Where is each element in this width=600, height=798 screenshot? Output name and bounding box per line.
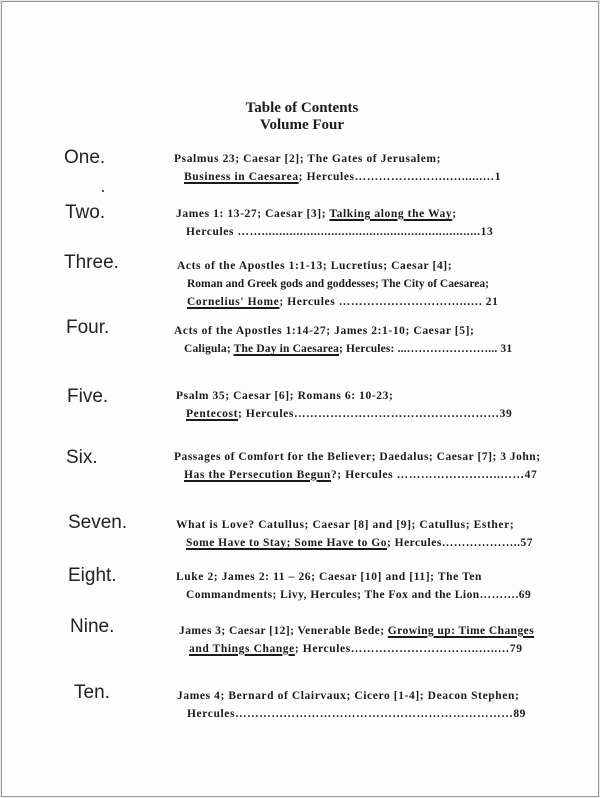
entry-text: ; Hercules …………………………..…. 21 <box>279 296 499 308</box>
toc-entry <box>177 257 498 311</box>
entry-text: ?; Hercules ……………………..……47 <box>330 469 538 481</box>
toc-entry-line <box>174 466 541 484</box>
toc-entry <box>174 150 501 186</box>
entry-text: What is Love? Catullus; Caesar [8] and [9]; Catullus; Esther; <box>176 519 515 531</box>
unit-label: Two. <box>65 202 106 223</box>
story-title: and Things Change <box>189 643 295 655</box>
entry-text: Hercules ……...............................................................13 <box>186 226 494 238</box>
toc-title: Table of Contents <box>245 100 359 116</box>
toc-entry-line <box>174 322 512 340</box>
story-title: Growing up: Time Changes <box>387 625 535 637</box>
document-page <box>1 1 599 797</box>
toc-entry-line <box>176 534 533 552</box>
unit-label: Seven. <box>68 512 128 533</box>
entry-text: Acts of the Apostles 1:14-27; James 2:1-10; Caesar [5]; <box>174 325 475 337</box>
entry-text: Roman and Greek gods and goddesses; The City of Caesarea; <box>187 278 489 290</box>
toc-entry <box>176 205 493 241</box>
toc-entry-line <box>177 293 498 311</box>
story-title: Pentecost <box>186 408 239 420</box>
scan-speck <box>102 190 104 192</box>
toc-entry-line <box>174 448 541 466</box>
toc-entry-line <box>177 687 526 705</box>
entry-text: ; Hercules………………..57 <box>386 537 533 549</box>
toc-entry <box>176 568 531 604</box>
unit-label: Three. <box>64 252 119 273</box>
toc-heading <box>2 100 600 134</box>
toc-entry <box>174 448 541 484</box>
toc-entry-line <box>176 223 493 241</box>
toc-entry-line <box>176 405 512 423</box>
story-title: Talking along the Way <box>329 208 453 220</box>
entry-text: Commandments; Livy, Hercules; The Fox and the Lion……….69 <box>186 589 532 601</box>
toc-entry <box>177 687 526 723</box>
story-title: The Day in Caesarea <box>233 343 340 355</box>
unit-label: Five. <box>67 386 109 407</box>
entry-text: Passages of Comfort for the Believer; Daedalus; Caesar [7]; 3 John; <box>174 451 541 463</box>
toc-entry-line <box>176 586 531 604</box>
unit-label: Ten. <box>74 682 110 703</box>
toc-entry-line <box>179 622 534 640</box>
toc-entry <box>176 387 512 423</box>
toc-entry-line <box>177 257 498 275</box>
toc-entry <box>176 516 533 552</box>
toc-entry-line <box>174 168 501 186</box>
unit-label: Four. <box>66 317 110 338</box>
toc-entry-line <box>176 568 531 586</box>
unit-label: Eight. <box>68 565 117 586</box>
entry-text: Luke 2; James 2: 11 – 26; Caesar [10] and [11]; The Ten <box>176 571 483 583</box>
entry-text: James 1: 13-27; Caesar [3]; <box>176 208 330 220</box>
entry-text: James 3; Caesar [12]; Venerable Bede; <box>179 625 388 637</box>
entry-text: Psalmus 23; Caesar [2]; The Gates of Jerusalem; <box>174 153 442 165</box>
entry-text: Psalm 35; Caesar [6]; Romans 6: 10-23; <box>176 390 394 402</box>
toc-entry <box>174 322 512 358</box>
toc-entry-line <box>177 275 498 293</box>
toc-entry-line <box>174 150 501 168</box>
toc-entry <box>179 622 534 658</box>
unit-label: Nine. <box>70 616 115 637</box>
toc-entry-line <box>176 205 493 223</box>
toc-entry-line <box>176 387 512 405</box>
entry-text: ; Hercules……………………………………………39 <box>238 408 513 420</box>
toc-entry-line <box>179 640 534 658</box>
toc-entry-line <box>177 705 526 723</box>
unit-label: One. <box>64 147 106 168</box>
entry-text: Caligula; <box>184 343 234 355</box>
entry-text: ; <box>452 208 457 220</box>
entry-text: ; Hercules: ...…………………... 31 <box>339 343 513 355</box>
toc-subtitle: Volume Four <box>259 117 345 133</box>
toc-entry-line <box>176 516 533 534</box>
entry-text: James 4; Bernard of Clairvaux; Cicero [1-4]; Deacon Stephen; <box>177 690 520 702</box>
story-title: Business in Caesarea <box>184 171 299 183</box>
entry-text: Acts of the Apostles 1:1-13; Lucretius; Caesar [4]; <box>177 260 453 272</box>
story-title: Cornelius' Home <box>187 296 280 308</box>
story-title: Some Have to Stay; Some Have to Go <box>186 537 387 549</box>
story-title: Has the Persecution Begun <box>184 469 331 481</box>
unit-label: Six. <box>66 447 98 468</box>
entry-text: ; Hercules…………………………..…..…79 <box>294 643 523 655</box>
entry-text: ; Hercules…………….……..…......…1 <box>298 171 502 183</box>
entry-text: Hercules……………………………………………………………89 <box>187 708 527 720</box>
toc-entry-line <box>174 340 512 358</box>
